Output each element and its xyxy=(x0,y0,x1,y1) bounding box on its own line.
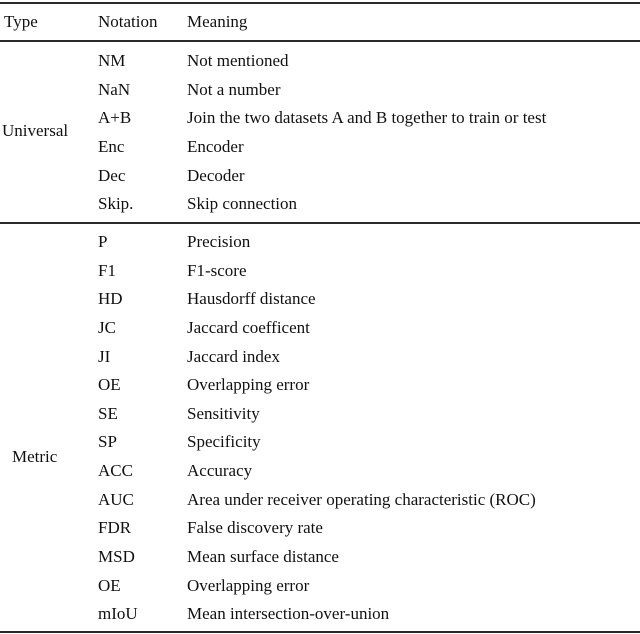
meaning-cell: Precision xyxy=(187,232,251,251)
meaning-cell: Decoder xyxy=(187,166,245,185)
notation-cell: OE xyxy=(98,375,121,394)
group-separator-rule xyxy=(0,222,640,224)
notation-cell: ACC xyxy=(98,461,133,480)
header-type: Type xyxy=(4,12,38,31)
meaning-cell: Overlapping error xyxy=(187,576,310,595)
meaning-cell: Accuracy xyxy=(187,461,253,480)
meaning-cell: Sensitivity xyxy=(187,404,260,423)
header-meaning: Meaning xyxy=(187,12,248,31)
notation-cell: JC xyxy=(98,318,116,337)
notation-cell: P xyxy=(98,232,108,251)
meaning-cell: F1-score xyxy=(187,261,247,280)
group-label-universal: Universal xyxy=(2,121,69,140)
notation-cell: Dec xyxy=(98,166,126,185)
notation-cell: JI xyxy=(98,347,111,366)
meaning-cell: Hausdorff distance xyxy=(187,289,316,308)
notation-cell: A+B xyxy=(98,108,132,127)
notation-cell: SE xyxy=(98,404,118,423)
meaning-cell: Area under receiver operating characteristic (ROC) xyxy=(187,490,536,509)
notation-cell: Skip. xyxy=(98,194,134,213)
meaning-cell: Join the two datasets A and B together to train or test xyxy=(187,108,547,127)
meaning-cell: Not mentioned xyxy=(187,51,289,70)
notation-cell: NaN xyxy=(98,80,131,99)
notation-cell: mIoU xyxy=(98,604,138,623)
notation-cell: Enc xyxy=(98,137,125,156)
notation-cell: MSD xyxy=(98,547,135,566)
header-notation: Notation xyxy=(98,12,158,31)
header-rule xyxy=(0,40,640,42)
table-bottom-rule xyxy=(0,631,640,633)
meaning-cell: Mean intersection-over-union xyxy=(187,604,390,623)
notation-cell: OE xyxy=(98,576,121,595)
notation-cell: NM xyxy=(98,51,126,70)
meaning-cell: Skip connection xyxy=(187,194,298,213)
notation-cell: HD xyxy=(98,289,123,308)
notation-cell: FDR xyxy=(98,518,132,537)
meaning-cell: Specificity xyxy=(187,432,261,451)
meaning-cell: Jaccard index xyxy=(187,347,280,366)
notation-cell: F1 xyxy=(98,261,116,280)
group-label-metric: Metric xyxy=(12,447,58,466)
notation-cell: AUC xyxy=(98,490,134,509)
meaning-cell: Jaccard coefficent xyxy=(187,318,310,337)
table-top-rule xyxy=(0,2,640,4)
meaning-cell: False discovery rate xyxy=(187,518,323,537)
notation-cell: SP xyxy=(98,432,117,451)
meaning-cell: Overlapping error xyxy=(187,375,310,394)
meaning-cell: Mean surface distance xyxy=(187,547,339,566)
meaning-cell: Not a number xyxy=(187,80,281,99)
meaning-cell: Encoder xyxy=(187,137,244,156)
